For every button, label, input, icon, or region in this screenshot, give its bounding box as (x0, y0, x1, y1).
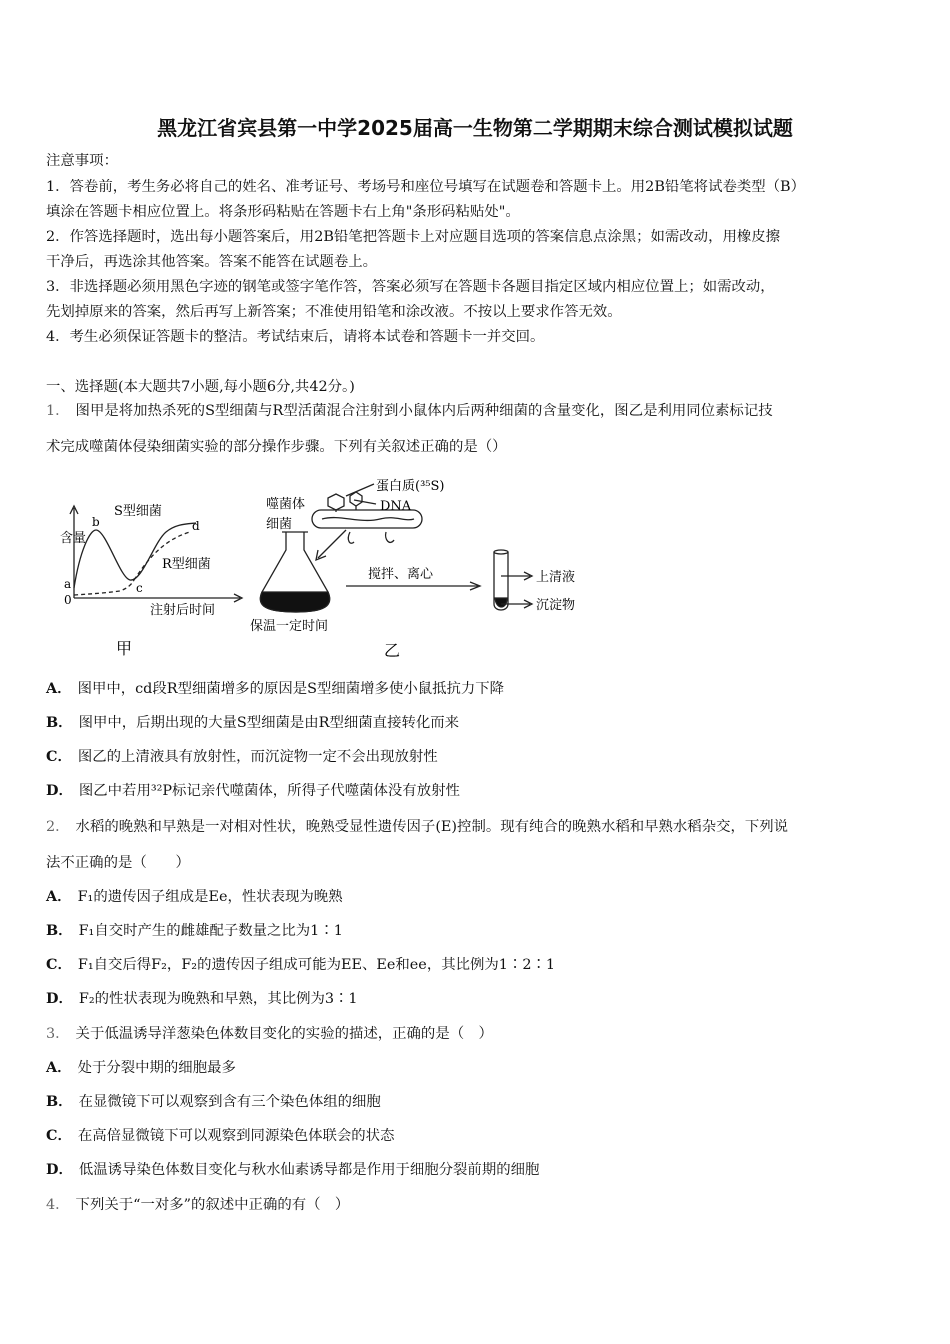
option-letter: C． (46, 956, 72, 973)
notice-heading: 注意事项： (46, 153, 118, 169)
q2-option-c[interactable] (46, 956, 906, 974)
option-text: 图甲中，cd段R型细菌增多的原因是S型细菌增多使小鼠抵抗力下降 (77, 681, 505, 697)
option-letter: B． (46, 714, 73, 731)
y-axis-label: 含量 (60, 531, 87, 546)
option-text: 处于分裂中期的细胞最多 (77, 1060, 236, 1076)
option-text: 图乙的上清液具有放射性，而沉淀物一定不会出现放射性 (77, 749, 438, 765)
option-text: 在显微镜下可以观察到含有三个染色体组的细胞 (78, 1094, 381, 1110)
q1-option-a[interactable] (46, 680, 906, 698)
question-text: 关于低温诱导洋葱染色体数目变化的实验的描述，正确的是（ ） (75, 1026, 493, 1042)
incubate-label: 保温一定时间 (250, 619, 329, 634)
option-letter: A． (46, 1059, 72, 1076)
point-c: c (136, 581, 143, 595)
question-number: 3． (46, 1026, 70, 1042)
q3-option-d[interactable] (46, 1161, 906, 1179)
r-bacteria-label: R型细菌 (162, 557, 211, 572)
exam-title: 黑龙江省宾县第一中学2025届高一生物第二学期期末综合测试模拟试题 (157, 116, 793, 140)
question-4-line-1 (46, 1196, 906, 1214)
option-letter: C． (46, 748, 72, 765)
question-1-line-2: 术完成噬菌体侵染细菌实验的部分操作步骤。下列有关叙述正确的是（） (46, 439, 507, 455)
bacterium-dna (322, 518, 414, 521)
notice-line: 4．考生必须保证答题卡的整洁。考试结束后，请将本试卷和答题卡一并交回。 (46, 329, 545, 345)
q2-option-a[interactable] (46, 888, 906, 906)
sediment-label: 沉淀物 (536, 598, 576, 613)
bacteria-label: 细菌 (266, 517, 293, 532)
q1-option-b[interactable] (46, 714, 906, 732)
point-d: d (192, 519, 200, 533)
infection-arrow (318, 530, 346, 558)
question-number: 1． (46, 403, 70, 419)
q2-option-d[interactable] (46, 990, 906, 1008)
option-letter: D． (46, 990, 73, 1007)
dna-pointer (354, 500, 376, 504)
notice-line: 填涂在答题卡相应位置上。将条形码粘贴在答题卡右上角"条形码粘贴处"。 (46, 204, 520, 220)
r-bacteria-dashed-rise (134, 532, 190, 580)
point-b: b (92, 515, 100, 529)
q1-option-d[interactable] (46, 782, 906, 800)
question-1-figure (50, 470, 610, 662)
origin-label: 0 (64, 593, 72, 607)
option-text: F₁自交后得F₂，F₂的遗传因子组成可能为EE、Ee和ee，其比例为1∶2∶1 (77, 957, 556, 973)
option-letter: A． (46, 680, 72, 697)
dna-label: DNA (380, 499, 412, 514)
supernatant-label: 上清液 (536, 570, 576, 585)
option-text: 图甲中，后期出现的大量S型细菌是由R型细菌直接转化而来 (78, 715, 460, 731)
test-tube-mouth (494, 550, 508, 554)
option-letter: B． (46, 1093, 73, 1110)
option-text: 在高倍显微镜下可以观察到同源染色体联会的状态 (77, 1128, 395, 1144)
q3-option-c[interactable] (46, 1127, 906, 1145)
s-bacteria-label: S型细菌 (114, 504, 162, 519)
option-text: F₁的遗传因子组成是Ee，性状表现为晚熟 (77, 889, 343, 905)
option-text: F₂的性状表现为晚熟和早熟，其比例为3∶1 (78, 991, 358, 1007)
flask-liquid (260, 592, 329, 612)
question-2-line-2: 法不正确的是（ ） (46, 855, 190, 871)
question-1-line-1 (46, 402, 906, 420)
section-heading: 一、选择题(本大题共7小题,每小题6分,共42分。) (46, 379, 355, 395)
sediment-fill (495, 598, 507, 607)
notice-line: 1．答卷前，考生务必将自己的姓名、准考证号、考场号和座位号填写在试题卷和答题卡上。用2B铅笔将试卷类型（B） (46, 179, 805, 195)
q1-option-c[interactable] (46, 748, 906, 766)
phage-head (328, 494, 344, 510)
option-letter: D． (46, 1161, 73, 1178)
phage-label: 噬菌体 (266, 497, 306, 512)
question-text: 下列关于“一对多”的叙述中正确的有（ ） (75, 1197, 350, 1213)
figure-yi-label: 乙 (384, 641, 401, 660)
stir-label: 搅拌、离心 (368, 567, 434, 582)
point-a: a (64, 577, 72, 591)
question-number: 4． (46, 1197, 70, 1213)
question-text: 水稻的晚熟和早熟是一对相对性状，晚熟受显性遗传因子(E)控制。现有纯合的晚熟水稻和早熟水稻杂交，下列说 (75, 819, 789, 835)
option-letter: A． (46, 888, 72, 905)
option-text: 图乙中若用³²P标记亲代噬菌体，所得子代噬菌体没有放射性 (78, 783, 460, 799)
x-axis-label: 注射后时间 (150, 603, 216, 618)
option-letter: C． (46, 1127, 72, 1144)
phage-escape-2 (386, 532, 394, 542)
notice-line: 2．作答选择题时，选出每小题答案后，用2B铅笔把答题卡上对应题目选项的答案信息点涂黑；如需改动，用橡皮擦 (46, 229, 781, 245)
option-letter: B． (46, 922, 73, 939)
phage-escape (348, 532, 354, 543)
notice-line: 先划掉原来的答案，然后再写上新答案；不准使用铅笔和涂改液。不按以上要求作答无效。 (46, 304, 622, 320)
q3-option-a[interactable] (46, 1059, 906, 1077)
question-number: 2． (46, 819, 70, 835)
option-text: F₁自交时产生的雌雄配子数量之比为1∶1 (78, 923, 343, 939)
protein-label: 蛋白质(³⁵S) (376, 479, 445, 494)
question-text: 图甲是将加热杀死的S型细菌与R型活菌混合注射到小鼠体内后两种细菌的含量变化，图乙是利用同位素标记技 (75, 403, 773, 419)
q3-option-b[interactable] (46, 1093, 906, 1111)
notice-line: 干净后，再选涂其他答案。答案不能答在试题卷上。 (46, 254, 377, 270)
r-bacteria-dashed (74, 580, 134, 595)
notice-line: 3．非选择题必须用黑色字迹的钢笔或签字笔作答，答案必须写在答题卡各题目指定区域内相应位置上；如需改动， (46, 279, 775, 295)
option-text: 低温诱导染色体数目变化与秋水仙素诱导都是作用于细胞分裂前期的细胞 (78, 1162, 540, 1178)
q2-option-b[interactable] (46, 922, 906, 940)
option-letter: D． (46, 782, 73, 799)
question-3-line-1 (46, 1025, 906, 1043)
question-2-line-1 (46, 818, 906, 836)
figure-jia-label: 甲 (116, 639, 133, 658)
